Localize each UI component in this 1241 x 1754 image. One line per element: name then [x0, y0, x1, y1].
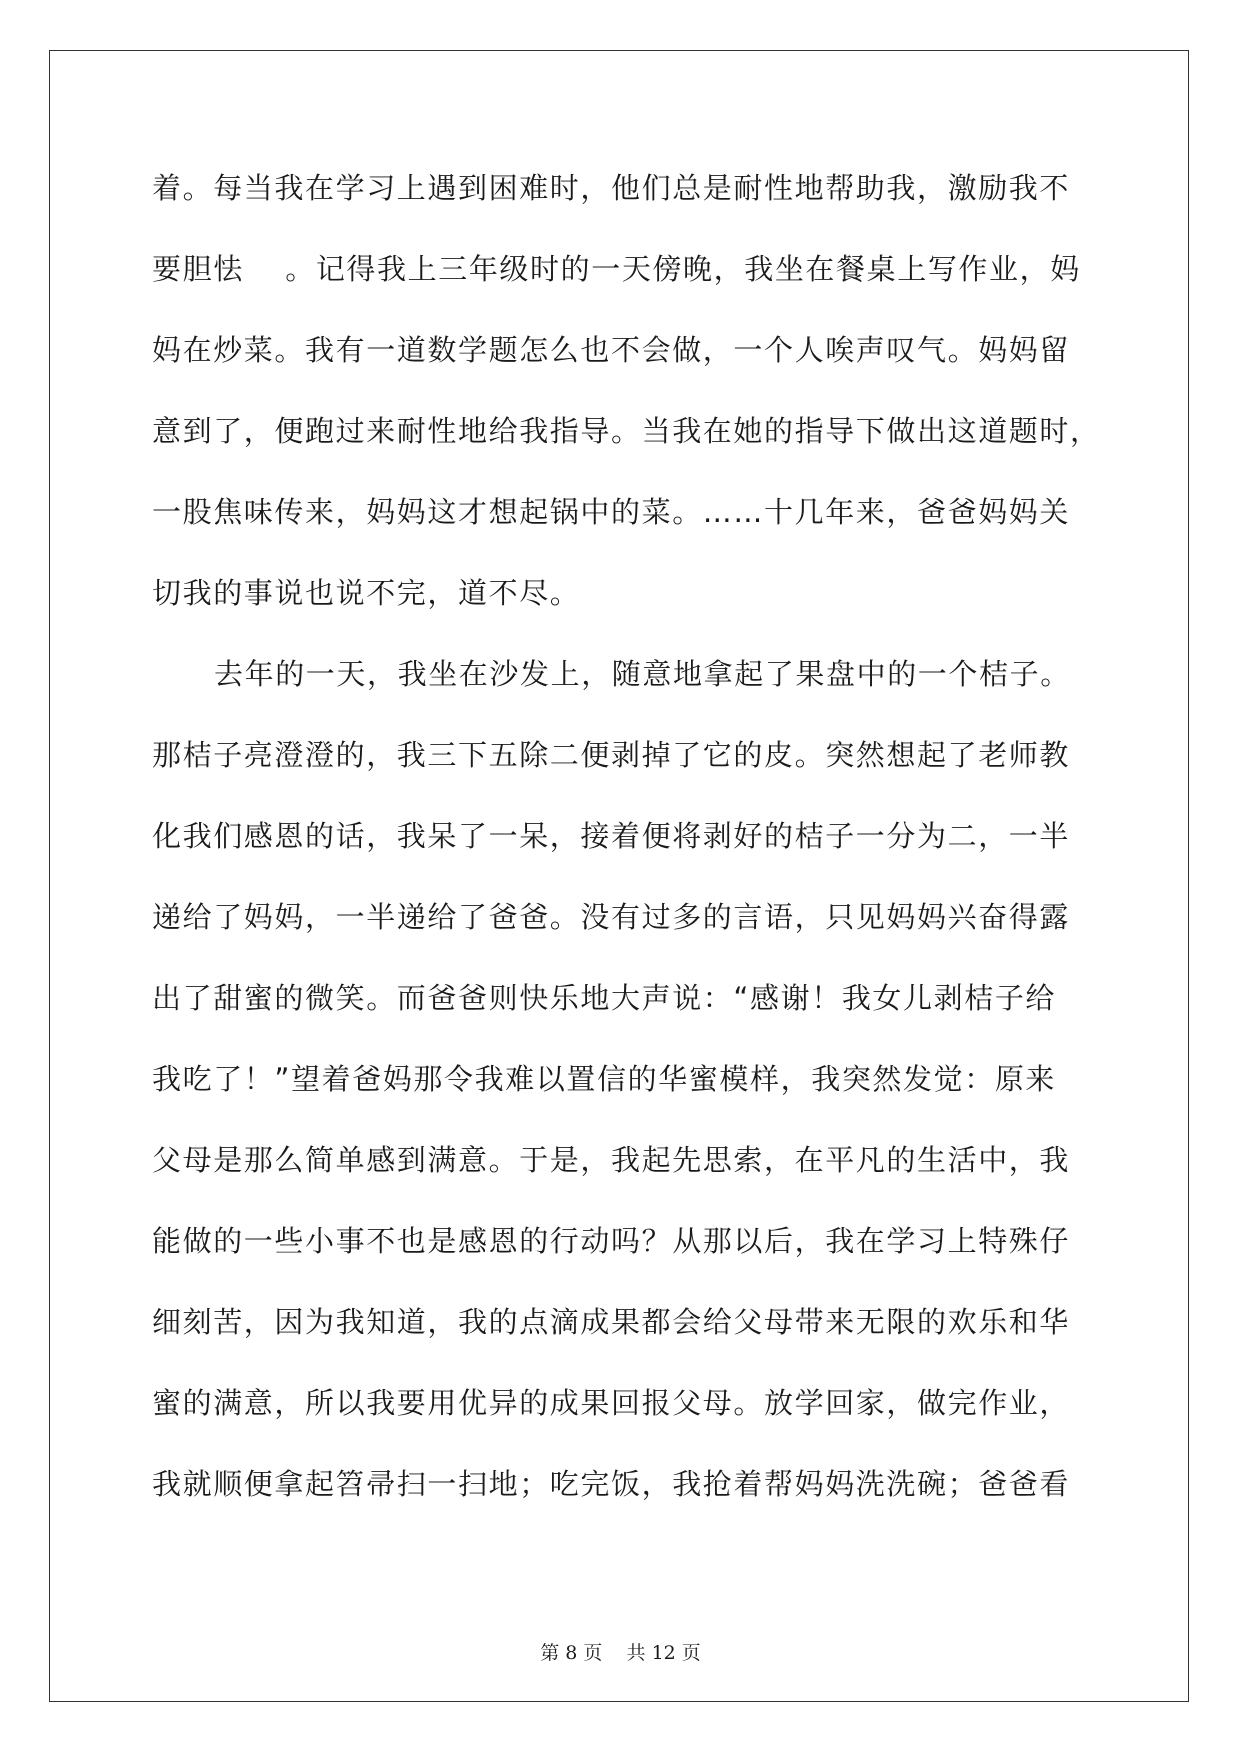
page-number: 第 8 页 — [540, 1642, 603, 1664]
text-line: 我就顺便拿起笤帚扫一扫地；吃完饭，我抢着帮妈妈洗洗碗；爸爸看 — [152, 1467, 1071, 1501]
text-line: 妈在炒菜。我有一道数学题怎么也不会做，一个人唉声叹气。妈妈留 — [152, 333, 1071, 367]
text-line: 着。每当我在学习上遇到困难时，他们总是耐性地帮助我，激励我不 — [152, 171, 1071, 205]
body-text — [152, 160, 1101, 1537]
total-pages: 共 12 页 — [626, 1642, 701, 1664]
text-line: 递给了妈妈，一半递给了爸爸。没有过多的言语，只见妈妈兴奋得露 — [152, 900, 1071, 934]
page-footer — [0, 1638, 1241, 1665]
text-line: 那桔子亮澄澄的，我三下五除二便剥掉了它的皮。突然想起了老师教 — [152, 738, 1071, 772]
text-line: 细刻苦，因为我知道，我的点滴成果都会给父母带来无限的欢乐和华 — [152, 1305, 1071, 1339]
text-line: 意到了，便跑过来耐性地给我指导。当我在她的指导下做出这道题时， — [152, 414, 1101, 448]
text-line: 蜜的满意，所以我要用优异的成果回报父母。放学回家，做完作业， — [152, 1386, 1071, 1420]
paragraph-start-line: 去年的一天，我坐在沙发上，随意地拿起了果盘中的一个桔子。 — [214, 657, 1071, 691]
text-line: 出了甜蜜的微笑。而爸爸则快乐地大声说：“感谢！我女儿剥桔子给 — [152, 981, 1057, 1015]
text-line: 要胆怯 。记得我上三年级时的一天傍晚，我坐在餐桌上写作业，妈 — [152, 252, 1081, 286]
text-line: 切我的事说也说不完，道不尽。 — [152, 576, 581, 610]
text-line: 父母是那么简单感到满意。于是，我起先思索，在平凡的生活中，我 — [152, 1143, 1071, 1177]
text-line: 我吃了！”望着爸妈那令我难以置信的华蜜模样，我突然发觉：原来 — [152, 1062, 1057, 1096]
text-line: 一股焦味传来，妈妈这才想起锅中的菜。……十几年来，爸爸妈妈关 — [152, 495, 1071, 529]
text-line: 化我们感恩的话，我呆了一呆，接着便将剥好的桔子一分为二，一半 — [152, 819, 1071, 853]
text-line: 能做的一些小事不也是感恩的行动吗？从那以后，我在学习上特殊仔 — [152, 1224, 1071, 1258]
